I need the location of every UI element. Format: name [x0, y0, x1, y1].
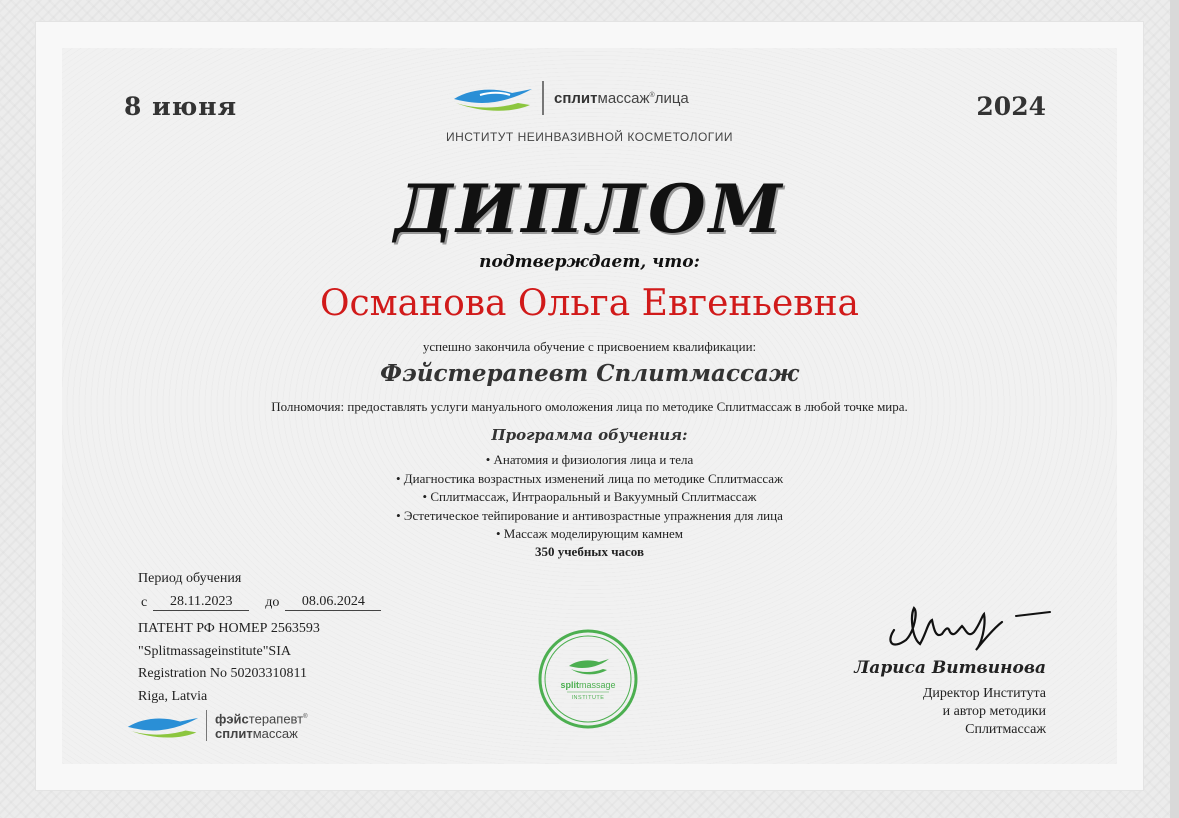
recipient-name: Османова Ольга Евгеньевна	[319, 283, 860, 324]
director-role-line: Сплитмассаж	[965, 722, 1046, 737]
period-from: 28.11.2023	[153, 594, 249, 611]
footer-logo	[126, 710, 308, 741]
hands-logo-icon	[126, 712, 200, 740]
stamp-sub: INSTITUTE	[571, 695, 605, 701]
issue-date: 8 июня	[124, 92, 238, 121]
director-name: Лариса Витвинова	[854, 658, 1046, 678]
program-item: • Диагностика возрастных изменений лица по методике Сплитмассаж	[395, 470, 784, 486]
director-role	[923, 685, 1046, 739]
confirms-text: подтверждает, что:	[479, 252, 700, 272]
logo-divider	[542, 81, 544, 115]
program-item: • Сплитмассаж, Интраоральный и Вакуумный Сплитмассаж	[422, 489, 757, 504]
program-item: • Эстетическое тейпирование и антивозрастные упражнения для лица	[396, 507, 783, 523]
patent-number: ПАТЕНТ РФ НОМЕР 2563593	[138, 621, 320, 636]
completion-text: успешно закончила обучение с присвоением квалификации:	[422, 339, 757, 354]
period-range	[141, 594, 381, 611]
company-name: "Splitmassageinstitute"SIA	[138, 643, 291, 659]
company-location: Riga, Latvia	[138, 688, 208, 704]
legal-info	[138, 618, 320, 708]
brand-logo	[452, 78, 732, 118]
period-label: Период обучения	[138, 571, 242, 586]
program-item: • Массаж моделирующим камнем	[495, 526, 684, 541]
director-role-line: и автор методики	[942, 704, 1046, 719]
program-item: • Анатомия и физиология лица и тела	[485, 452, 694, 467]
institute-stamp	[537, 628, 639, 730]
period-to-prefix: до	[265, 595, 280, 610]
program-title: Программа обучения:	[491, 426, 688, 444]
institute-name: ИНСТИТУТ НЕИНВАЗИВНОЙ КОСМЕТОЛОГИИ	[445, 130, 734, 144]
study-hours: 350 учебных часов	[534, 544, 645, 559]
footer-logo-wordmark: фэйстерапевт® сплитмассаж	[206, 710, 308, 741]
program-list	[0, 451, 1179, 544]
logo-wordmark: сплитмассаж®лица	[554, 89, 689, 107]
diploma-title: ДИПЛОМ	[394, 170, 785, 248]
stamp-brand: splitmassage	[560, 680, 616, 690]
period-to: 08.06.2024	[285, 594, 381, 611]
issue-year: 2024	[976, 92, 1046, 121]
authority-text: Полномочия: предоставлять услуги мануального омоложения лица по методике Сплитмассаж в любой точке мира.	[271, 399, 908, 414]
period-from-prefix: с	[141, 595, 148, 610]
qualification: Фэйстерапевт Сплитмассаж	[380, 360, 799, 387]
registration-number: Registration No 50203310811	[138, 666, 308, 681]
director-signature	[884, 600, 1056, 660]
director-role-line: Директор Института	[922, 686, 1046, 701]
hands-logo-icon	[452, 83, 534, 113]
